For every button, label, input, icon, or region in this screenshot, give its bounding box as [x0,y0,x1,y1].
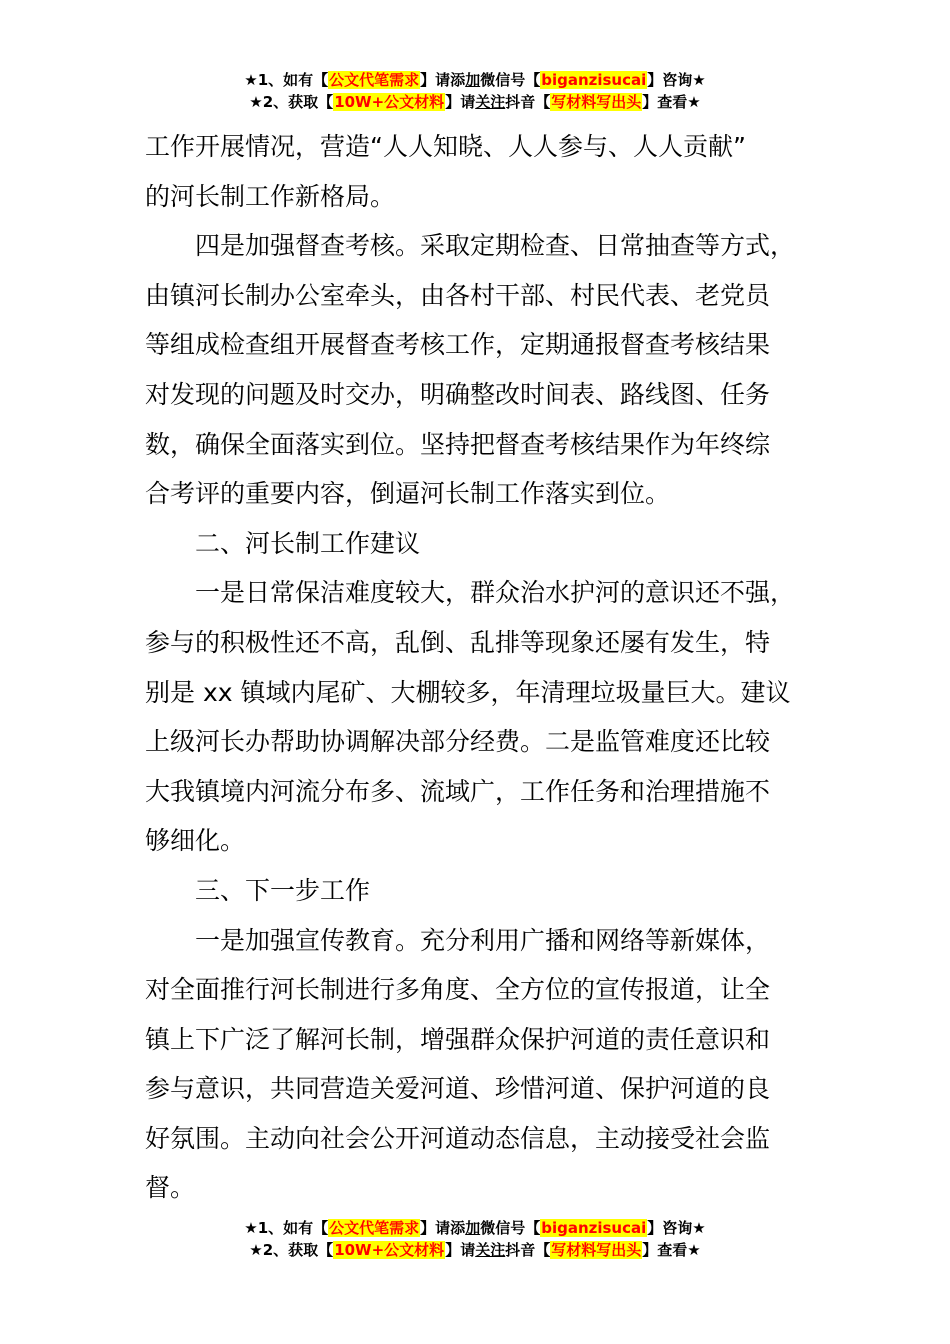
text-line: 够细化。 [145,826,246,856]
paragraph-start: 一是日常保洁难度较大，群众治水护河的意识还不强， [195,578,796,608]
banner-line-2: ★2、获取【10W+公文材料】请关注抖音【写材料写出头】查看★ [249,1241,701,1259]
text-line: 对全面推行河长制进行多角度、全方位的宣传报道，让全 [145,975,771,1005]
highlight-douyin: 写材料写出头 [551,93,642,111]
paragraph-start: 四是加强督查考核。采取定期检查、日常抽查等方式， [195,231,796,261]
highlight-service: 公文代笔需求 [329,1219,420,1237]
section-heading: 三、下一步工作 [195,875,371,905]
text-line: 大我镇境内河流分布多、流域广，工作任务和治理措施不 [145,776,771,806]
banner-line-1: ★1、如有【公文代笔需求】请添加微信号【biganzisucai】咨询★ [244,1219,706,1237]
text-line: 等组成检查组开展督查考核工作，定期通报督查考核结果 [145,330,771,360]
text-line: 好氛围。主动向社会公开河道动态信息，主动接受社会监 [145,1123,771,1153]
text-line: 参与的积极性还不高，乱倒、乱排等现象还屡有发生，特 [145,627,771,657]
highlight-wechat-id: biganzisucai [541,1219,647,1237]
highlight-materials: 10W+公文材料 [334,93,445,111]
text-line: 督。 [145,1173,196,1203]
document-body [145,122,845,1213]
section-heading: 二、河长制工作建议 [195,528,421,558]
highlight-materials: 10W+公文材料 [334,1241,445,1259]
text-line: 对发现的问题及时交办，明确整改时间表、路线图、任务 [145,379,771,409]
highlight-service: 公文代笔需求 [329,71,420,89]
footer-banner [0,1217,950,1261]
highlight-wechat-id: biganzisucai [541,71,647,89]
text-line: 的河长制工作新格局。 [145,181,396,211]
paragraph-start: 一是加强宣传教育。充分利用广播和网络等新媒体， [195,925,771,955]
banner-line-1: ★1、如有【公文代笔需求】请添加微信号【biganzisucai】咨询★ [244,71,706,89]
text-line: 镇上下广泛了解河长制，增强群众保护河道的责任意识和 [145,1024,771,1054]
text-line: 上级河长办帮助协调解决部分经费。二是监管难度还比较 [145,727,771,757]
banner-line-2: ★2、获取【10W+公文材料】请关注抖音【写材料写出头】查看★ [249,93,701,111]
highlight-douyin: 写材料写出头 [551,1241,642,1259]
text-line: 工作开展情况，营造“人人知晓、人人参与、人人贡献” [145,132,746,161]
header-banner [0,69,950,113]
text-line: 由镇河长制办公室牵头，由各村干部、村民代表、老党员 [145,280,771,310]
text-line: 数，确保全面落实到位。坚持把督查考核结果作为年终综 [145,429,771,459]
text-line: 合考评的重要内容，倒逼河长制工作落实到位。 [145,479,671,509]
text-line: 参与意识，共同营造关爱河道、珍惜河道、保护河道的良 [145,1074,771,1104]
text-line: 别是 xx 镇域内尾矿、大棚较多，年清理垃圾量巨大。建议 [145,677,791,707]
